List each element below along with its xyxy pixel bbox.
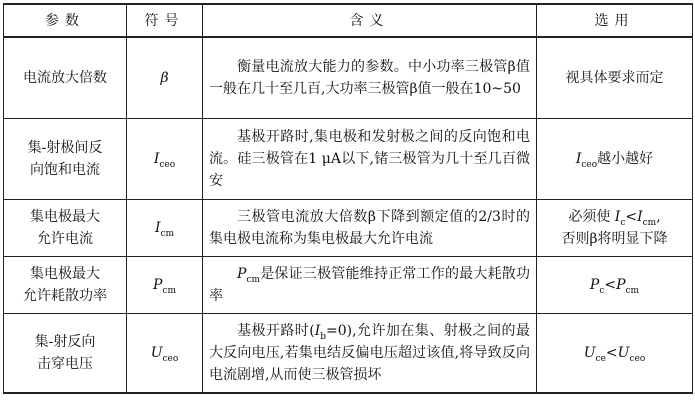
param-selection xyxy=(537,314,693,394)
param-name-line: 集-射极间反 xyxy=(27,140,103,156)
param-meaning xyxy=(203,314,537,394)
selection-symbol-a: P xyxy=(589,277,600,293)
selection-symbol-b: I xyxy=(637,209,643,225)
parameter-table xyxy=(3,3,693,394)
selection-operator: < xyxy=(604,277,617,293)
param-name-line: 集电极最大 xyxy=(30,209,100,225)
selection-post: , xyxy=(656,209,661,225)
param-selection xyxy=(537,257,693,314)
param-name-line: 击穿电压 xyxy=(37,356,93,372)
selection-symbol-a-sub: c xyxy=(620,217,626,228)
param-name-line: 集-射反向 xyxy=(34,334,96,350)
param-name-line: 电流放大倍数 xyxy=(23,70,107,86)
selection-symbol-b: P xyxy=(616,277,626,293)
meaning-post: =0),允许加在集、射极之间的最大反向电压,若集电结反偏电压超过该值,将导致反向电流剧增,从而使三极管损坏 xyxy=(209,323,530,383)
selection-pre: 必须使 xyxy=(568,209,611,225)
table-row xyxy=(4,257,693,314)
selection-operator: < xyxy=(605,345,618,361)
param-meaning: 三极管电流放大倍数β下降到额定值的2/3时的集电极电流称为集电极最大允许电流 xyxy=(203,200,537,257)
meaning-pre: 基极开路时( xyxy=(237,323,315,339)
param-name xyxy=(4,119,127,200)
table-row xyxy=(4,37,693,119)
header-row xyxy=(4,4,693,37)
param-name-line: 向饱和电流 xyxy=(30,162,100,178)
param-selection xyxy=(537,119,693,200)
meaning-symbol-sub: cm xyxy=(246,274,260,285)
table-row xyxy=(4,314,693,394)
param-symbol xyxy=(127,200,203,257)
selection-symbol: I xyxy=(575,151,582,167)
param-meaning xyxy=(203,257,537,314)
selection-symbol-b-sub: ceo xyxy=(629,353,646,364)
param-meaning: 基极开路时,集电极和发射极之间的反向饱和电流。硅三极管在1 μA以下,锗三极管为几十至几百微安 xyxy=(203,119,537,200)
selection-symbol-b: U xyxy=(617,345,630,361)
param-symbol xyxy=(127,314,203,394)
symbol-main: I xyxy=(153,151,160,167)
param-name-line: 允许电流 xyxy=(37,231,93,247)
selection-text: 越小越好 xyxy=(597,151,654,167)
meaning-symbol-sub: b xyxy=(320,331,327,342)
header-symbol: 符号 xyxy=(127,4,203,37)
param-symbol xyxy=(127,37,203,119)
symbol-sub: ceo xyxy=(162,353,179,364)
symbol-sub: cm xyxy=(160,228,175,239)
selection-symbol-a-sub: c xyxy=(599,285,605,296)
selection-symbol-a: I xyxy=(614,209,621,225)
table-row xyxy=(4,200,693,257)
meaning-text: 是保证三极管能维持正常工作的最大耗散功率 xyxy=(209,266,530,304)
symbol-main: β xyxy=(160,70,169,86)
symbol-sub: ceo xyxy=(159,159,176,170)
symbol-main: U xyxy=(150,345,163,361)
header-selection: 选用 xyxy=(537,4,693,37)
symbol-main: P xyxy=(153,277,163,293)
header-meaning: 含义 xyxy=(203,4,537,37)
selection-line2: 否则β将明显下降 xyxy=(561,231,668,247)
selection-symbol-a: U xyxy=(583,345,596,361)
selection-symbol-a-sub: ce xyxy=(595,353,606,364)
symbol-main: I xyxy=(154,220,161,236)
meaning-symbol: P xyxy=(237,266,247,282)
selection-symbol-sub: ceo xyxy=(581,159,598,170)
param-symbol xyxy=(127,119,203,200)
param-name xyxy=(4,314,127,394)
param-selection: 视具体要求而定 xyxy=(537,37,693,119)
selection-symbol-b-sub: cm xyxy=(625,285,640,296)
selection-operator: < xyxy=(625,209,638,225)
param-name-line: 允许耗散功率 xyxy=(23,288,107,304)
table-row xyxy=(4,119,693,200)
param-name xyxy=(4,37,127,119)
symbol-sub: cm xyxy=(162,285,176,296)
param-name-line: 集电极最大 xyxy=(30,266,100,282)
param-symbol xyxy=(127,257,203,314)
param-name xyxy=(4,200,127,257)
selection-symbol-b-sub: cm xyxy=(642,217,657,228)
meaning-symbol: I xyxy=(314,323,321,339)
param-selection xyxy=(537,200,693,257)
param-name xyxy=(4,257,127,314)
header-param: 参数 xyxy=(4,4,127,37)
param-meaning: 衡量电流放大能力的参数。中小功率三极管β值一般在几十至几百,大功率三极管β值一般在10~50 xyxy=(203,37,537,119)
